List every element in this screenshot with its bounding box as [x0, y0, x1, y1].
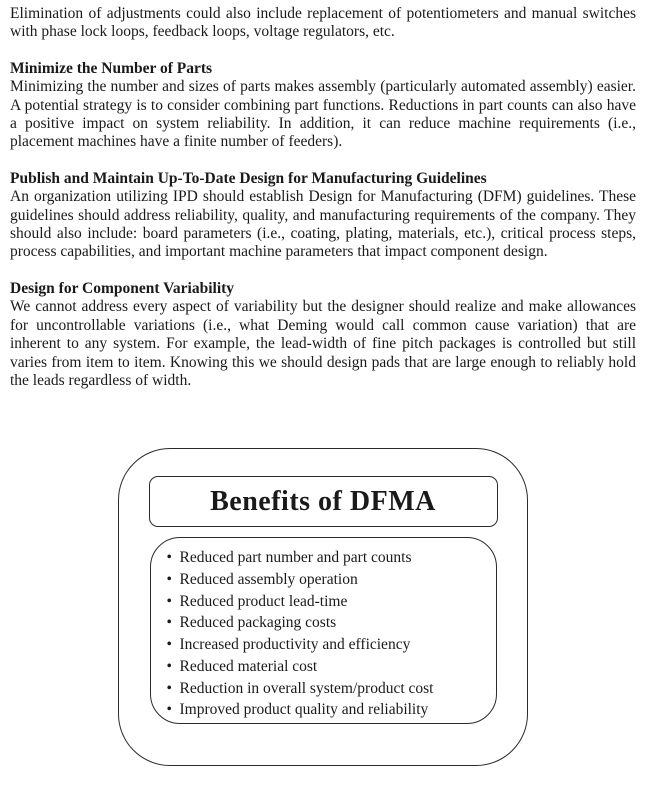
section-heading-minimize-parts: Minimize the Number of Parts — [10, 59, 213, 77]
section-body-minimize-parts: Minimizing the number and sizes of parts makes assembly (particularly automated assembly) easier. A potential strategy is to consider combining part functions. Reductions in part counts can also have a positive impact on system reliability. In addition, it can reduce machine requirements (i.e., placement machines have a finite number of feeders). — [10, 78, 636, 151]
benefits-list — [150, 537, 497, 724]
benefit-text: Reduced product lead-time — [179, 592, 348, 610]
benefit-text: Improved product quality and reliability — [179, 701, 429, 719]
section-heading-dfm-guidelines: Publish and Maintain Up-To-Date Design for Manufacturing Guidelines — [10, 169, 487, 187]
bullet-icon: • — [166, 636, 172, 654]
benefit-text: Reduced assembly operation — [179, 571, 358, 589]
bullet-icon: • — [166, 701, 172, 719]
bullet-icon: • — [166, 549, 172, 567]
benefits-figure-outer-box — [118, 448, 528, 766]
benefit-item — [167, 547, 484, 569]
benefit-text: Reduced part number and part counts — [179, 549, 412, 567]
benefits-figure — [10, 448, 636, 766]
section-body-dfm-guidelines: An organization utilizing IPD should establish Design for Manufacturing (DFM) guidelines. These guidelines should address reliability, quality, and manufacturing requirements of the company. They should also include: board parameters (i.e., coating, plating, materials, etc.), critical process steps, process capabilities, and important machine parameters that impact component design. — [10, 188, 636, 261]
section-dfm-guidelines — [10, 170, 636, 262]
section-minimize-parts — [10, 60, 636, 152]
benefit-item — [167, 612, 484, 634]
bullet-icon: • — [166, 592, 172, 610]
benefit-text: Increased productivity and efficiency — [179, 636, 411, 654]
section-component-variability — [10, 280, 636, 390]
benefit-text: Reduced material cost — [179, 657, 318, 675]
intro-paragraph: Elimination of adjustments could also include replacement of potentiometers and manual switches with phase lock loops, feedback loops, voltage regulators, etc. — [10, 5, 636, 41]
benefit-item — [167, 569, 484, 591]
benefit-item — [167, 678, 484, 700]
section-body-component-variability: We cannot address every aspect of variability but the designer should realize and make allowances for uncontrollable variations (i.e., what Deming would call common cause variation) that are inherent to any system. For example, the lead-width of fine pitch packages is controlled but still varies from item to item. Knowing this we should design pads that are large enough to reliably hold the leads regardless of width. — [10, 298, 636, 389]
bullet-icon: • — [166, 657, 172, 675]
benefit-text: Reduced packaging costs — [179, 614, 337, 632]
benefit-item — [167, 699, 484, 721]
benefits-figure-title: Benefits of DFMA — [210, 485, 436, 517]
benefit-text: Reduction in overall system/product cost — [179, 679, 434, 697]
benefit-item — [167, 634, 484, 656]
benefit-item — [167, 591, 484, 613]
bullet-icon: • — [166, 571, 172, 589]
benefits-figure-title-box — [149, 476, 498, 527]
bullet-icon: • — [166, 614, 172, 632]
benefit-item — [167, 656, 484, 678]
section-heading-component-variability: Design for Component Variability — [10, 279, 235, 297]
bullet-icon: • — [166, 679, 172, 697]
